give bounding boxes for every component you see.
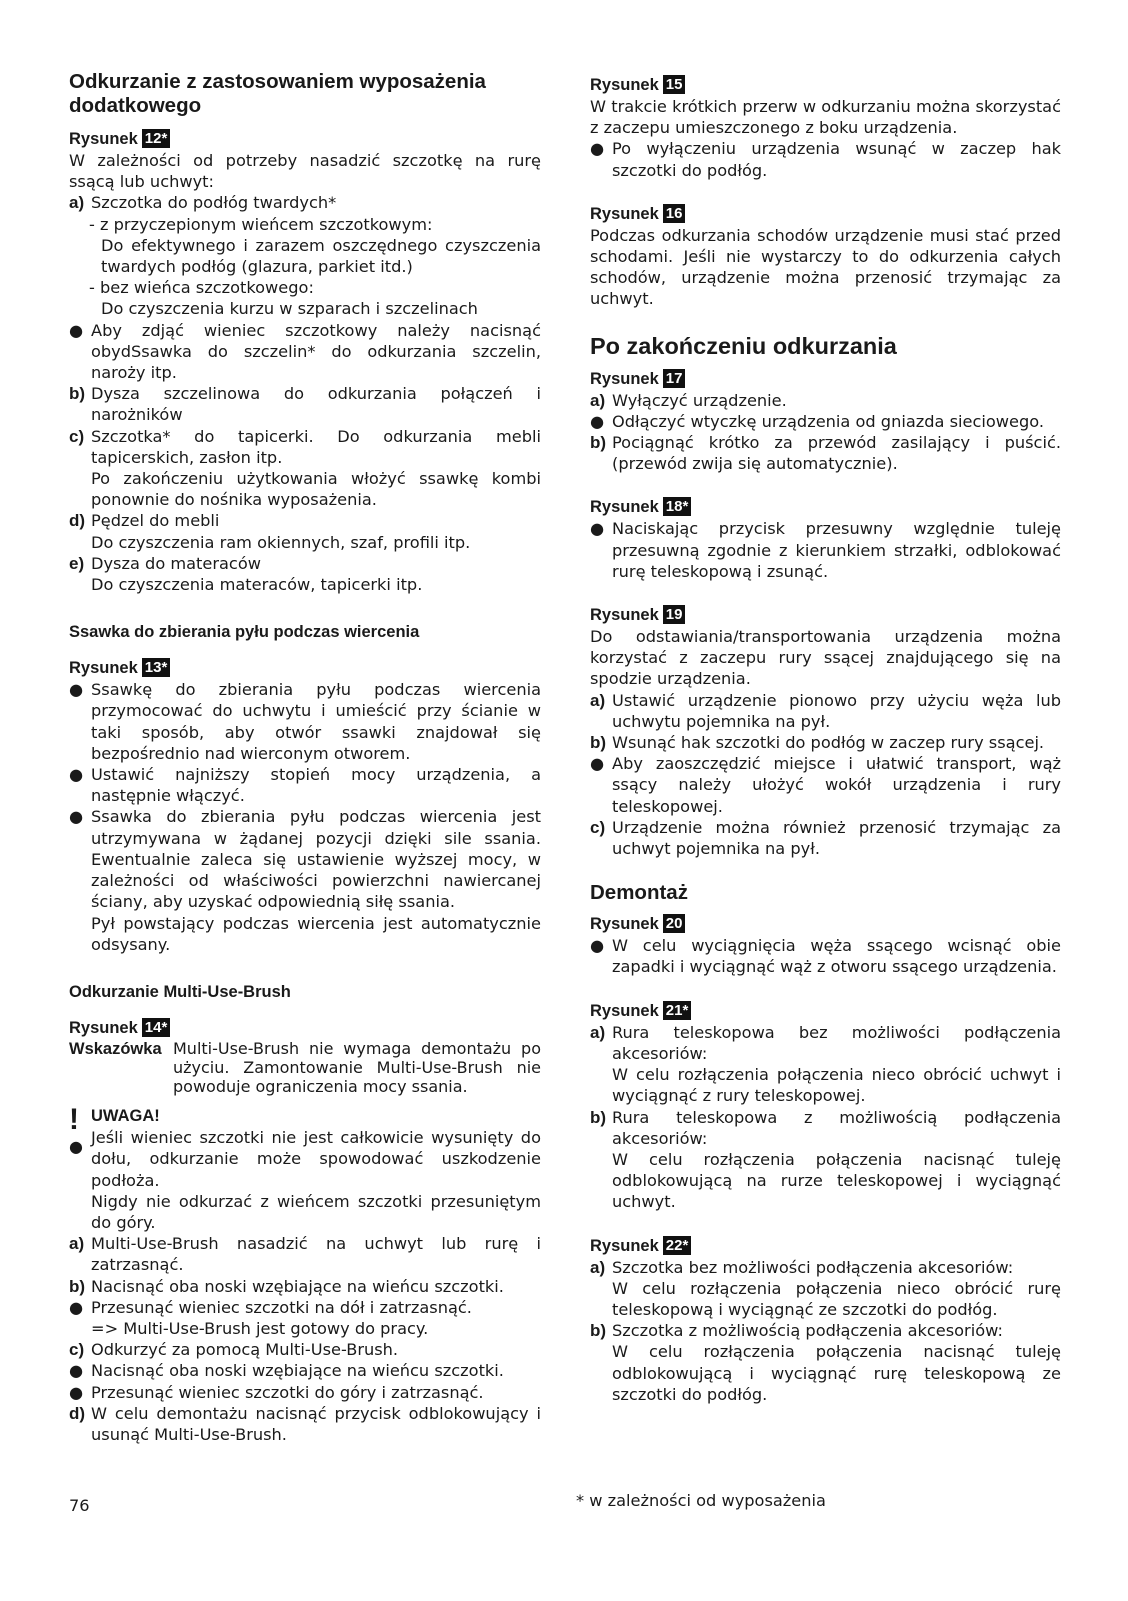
figure-ref: Rysunek 18* (590, 496, 1061, 518)
section-title: Odkurzanie Multi-Use-Brush (69, 982, 291, 1001)
list-item: b) Nacisnąć oba noski wzębiające na wieńcu szczotki. (69, 1276, 504, 1296)
sub-item-text: Do czyszczenia kurzu w szparach i szczelinach (101, 299, 478, 319)
figure-ref: Rysunek 17 (590, 368, 1061, 390)
figure-badge: 22* (663, 1236, 692, 1255)
paragraph: Do odstawiania/transportowania urządzenia można korzystać z zaczepu rury ssącej znajdującego się na spodzie urządzenia. (590, 627, 1061, 689)
section-fig16 (590, 203, 1061, 310)
list-item-continuation: W celu rozłączenia połączenia nieco obrócić uchwyt i wyciągnąć z rury teleskopowej. (612, 1065, 1061, 1106)
section-title: Demontaż (590, 881, 688, 905)
list-item: a) Szczotka do podłóg twardych* (69, 193, 337, 213)
figure-badge: 18* (663, 497, 692, 516)
paragraph: Podczas odkurzania schodów urządzenie musi stać przed schodami. Jeśli nie wystarczy to do odkurzenia całych schodów, urządzenie można przenosić trzymając za uchwyt. (590, 225, 1061, 309)
bullet-item: ● Naciskając przycisk przesuwny względnie tuleję przesuwną zgodnie z kierunkiem strzałki, odblokować rurę teleskopową i zsunąć. (590, 519, 1061, 581)
section-fig22 (590, 1235, 1061, 1405)
figure-badge: 21* (663, 1001, 692, 1020)
bullet-icon: ● (69, 320, 84, 340)
figure-badge: 14* (142, 1018, 171, 1037)
bullet-item: ● Nacisnąć oba noski wzębiające na wieńcu szczotki. (69, 1361, 504, 1381)
figure-badge: 12* (142, 129, 171, 148)
list-item: d) Pędzel do mebli (69, 511, 220, 531)
figure-ref: Rysunek 14* (69, 1017, 541, 1039)
bullet-item: ● W celu wyciągnięcia węża ssącego wcisnąć obie zapadki i wyciągnąć wąż z otworu ssącego urządzenia. (590, 936, 1061, 977)
section-fig19 (590, 604, 1061, 859)
warning-icon: ! (69, 1102, 79, 1136)
list-item: c) Odkurzyć za pomocą Multi-Use-Brush. (69, 1340, 399, 1360)
section-title: Po zakończeniu odkurzania (590, 332, 897, 359)
list-item-continuation: => Multi-Use-Brush jest gotowy do pracy. (91, 1318, 429, 1338)
list-item: a) Multi-Use-Brush nasadzić na uchwyt lub rurę i zatrzasnąć. (69, 1234, 541, 1275)
bullet-item: ● Aby zaoszczędzić miejsce i ułatwić transport, wąż ssący należy ułożyć wokół urządzenia i rury teleskopowej. (590, 754, 1061, 816)
bullet-icon: ● (69, 807, 84, 827)
figure-badge: 17 (663, 369, 686, 388)
section-after-vacuuming (590, 332, 1061, 475)
section-title: Odkurzanie z zastosowaniem wyposażenia dodatkowego (69, 70, 486, 117)
warning-block (69, 1102, 541, 1233)
bullet-icon: ● (590, 411, 605, 431)
list-item: d) W celu demontażu nacisnąć przycisk odblokowujący i usunąć Multi-Use-Brush. (69, 1403, 541, 1444)
bullet-icon: ● (590, 519, 605, 539)
bullet-icon: ● (590, 139, 605, 159)
figure-ref: Rysunek 20 (590, 913, 1061, 935)
list-item-continuation: Po zakończeniu użytkowania włożyć ssawkę kombi ponownie do nośnika wyposażenia. (91, 469, 541, 510)
figure-badge: 16 (663, 204, 686, 223)
list-item: a) Szczotka bez możliwości podłączenia akcesoriów: (590, 1257, 1014, 1277)
bullet-icon: ● (590, 754, 605, 774)
list-item: e) Dysza do materaców (69, 553, 261, 573)
list-item: b) Szczotka z możliwością podłączenia akcesoriów: (590, 1321, 1003, 1341)
bullet-icon: ● (69, 1382, 84, 1402)
sub-item: - z przyczepionym wieńcem szczotkowym: (89, 214, 433, 234)
figure-ref: Rysunek 13* (69, 657, 541, 679)
sub-item-text: Do efektywnego i zarazem oszczędnego czyszczenia twardych podłóg (glazura, parkiet itd.) (101, 235, 541, 277)
list-item: b) Wsunąć hak szczotki do podłóg w zaczep rury ssącej. (590, 733, 1045, 753)
warning-text: Nigdy nie odkurzać z wieńcem szczotki przesuniętym do góry. (91, 1191, 541, 1232)
bullet-item: ● Aby zdjąć wieniec szczotkowy należy nacisnąć obydSsawka do szczelin* do odkurzania szczelin, naroży itp. (69, 320, 541, 383)
bullet-icon: ● (590, 936, 605, 956)
list-item-continuation: Pył powstający podczas wiercenia jest automatycznie odsysany. (91, 913, 541, 954)
list-item: a) Ustawić urządzenie pionowo przy użyciu węża lub uchwytu pojemnika na pył. (590, 690, 1061, 731)
warning-title: UWAGA! (91, 1106, 160, 1125)
figure-badge: 15 (663, 75, 686, 94)
page-number: 76 (69, 1496, 90, 1515)
figure-ref: Rysunek 12* (69, 128, 541, 150)
bullet-icon: ● (69, 1361, 84, 1381)
bullet-item: ● Przesunąć wieniec szczotki na dół i zatrzasnąć. (69, 1297, 472, 1317)
list-item: b) Dysza szczelinowa do odkurzania połączeń i narożników (69, 384, 541, 425)
bullet-icon: ● (69, 680, 84, 700)
bullet-item: ● Po wyłączeniu urządzenia wsunąć w zaczep hak szczotki do podłóg. (590, 139, 1061, 180)
warning-text: Jeśli wieniec szczotki nie jest całkowicie wysunięty do dołu, odkurzanie może spowodować uszkodzenie podłoża. (91, 1128, 541, 1190)
section-drill-dust (69, 621, 541, 955)
figure-ref: Rysunek 16 (590, 203, 1061, 225)
section-disassembly (590, 881, 1061, 977)
figure-badge: 20 (663, 914, 686, 933)
list-item: b) Rura teleskopowa z możliwością podłączenia akcesoriów: (590, 1107, 1061, 1148)
list-item: c) Urządzenie można również przenosić trzymając za uchwyt pojemnika na pył. (590, 817, 1061, 859)
section-title: Ssawka do zbierania pyłu podczas wiercenia (69, 623, 420, 642)
note-label: Wskazówka (69, 1039, 162, 1058)
list-item-continuation: Do czyszczenia ram okiennych, szaf, profili itp. (91, 532, 471, 552)
bullet-item: ● Ssawkę do zbierania pyłu podczas wiercenia przymocować do uchwytu i umieścić przy ścianie w taki sposób, aby otwór ssawki znajdował się bezpośrednio nad wierconym otworem. (69, 680, 541, 763)
section-fig15 (590, 74, 1061, 181)
bullet-item: ● Ustawić najniższy stopień mocy urządzenia, a następnie włączyć. (69, 765, 541, 806)
figure-badge: 19 (663, 605, 686, 624)
list-item-continuation: W celu rozłączenia połączenia nacisnąć tuleję odblokowującą i wyciągnąć rurę teleskopową ze szczotki do podłóg. (612, 1342, 1061, 1404)
right-column (590, 74, 1061, 1405)
list-item-continuation: Do czyszczenia materaców, tapicerki itp. (91, 575, 423, 595)
bullet-icon: ● (69, 1297, 84, 1317)
footnote: * w zależności od wyposażenia (576, 1491, 826, 1510)
list-item: a) Wyłączyć urządzenie. (590, 390, 787, 410)
bullet-item: ● Ssawka do zbierania pyłu podczas wiercenia jest utrzymywana w żądanej pozycji dzięki sile ssania. Ewentualnie zaleca się ustawienie wyższej mocy, w zależności od właściwości powierzchni nawiercanej ściany, aby uzyskać odpowiednią siłę ssania. (69, 807, 541, 912)
left-column (69, 70, 541, 1445)
list-item: c) Szczotka* do tapicerki. Do odkurzania mebli tapicerskich, zasłon itp. (69, 426, 541, 467)
figure-badge: 13* (142, 658, 171, 677)
sub-item: - bez wieńca szczotkowego: (89, 278, 314, 298)
bullet-item: ● Przesunąć wieniec szczotki do góry i zatrzasnąć. (69, 1382, 484, 1402)
bullet-icon: ● (69, 1136, 83, 1156)
section-accessories (69, 70, 541, 595)
list-item-continuation: W celu rozłączenia połączenia nacisnąć tuleję odblokowującą na rurze teleskopowej i wyciągnąć uchwyt. (612, 1149, 1061, 1212)
note: Wskazówka Multi-Use-Brush nie wymaga demontażu po użyciu. Zamontowanie Multi-Use-Brush nie powoduje ograniczenia mocy ssania. (69, 1038, 541, 1096)
paragraph: W zależności od potrzeby nasadzić szczotkę na rurę ssącą lub uchwyt: (69, 151, 541, 192)
list-item: a) Rura teleskopowa bez możliwości podłączenia akcesoriów: (590, 1022, 1061, 1063)
figure-ref: Rysunek 21* (590, 1000, 1061, 1022)
paragraph: W trakcie krótkich przerw w odkurzaniu można skorzystać z zaczepu umieszczonego z boku urządzenia. (590, 97, 1061, 138)
list-item: b) Pociągnąć krótko za przewód zasilający i puścić. (przewód zwija się automatycznie). (590, 433, 1061, 474)
section-fig18 (590, 496, 1061, 582)
figure-ref: Rysunek 15 (590, 74, 1061, 96)
bullet-item: ● Odłączyć wtyczkę urządzenia od gniazda sieciowego. (590, 411, 1045, 431)
list-item-continuation: W celu rozłączenia połączenia nieco obrócić rurę teleskopową i wyciągnąć ze szczotki do podłóg. (612, 1278, 1061, 1319)
section-multi-use-brush (69, 981, 541, 1445)
section-fig21 (590, 1000, 1061, 1213)
figure-ref: Rysunek 19 (590, 604, 1061, 626)
bullet-icon: ● (69, 765, 84, 785)
figure-ref: Rysunek 22* (590, 1235, 1061, 1257)
